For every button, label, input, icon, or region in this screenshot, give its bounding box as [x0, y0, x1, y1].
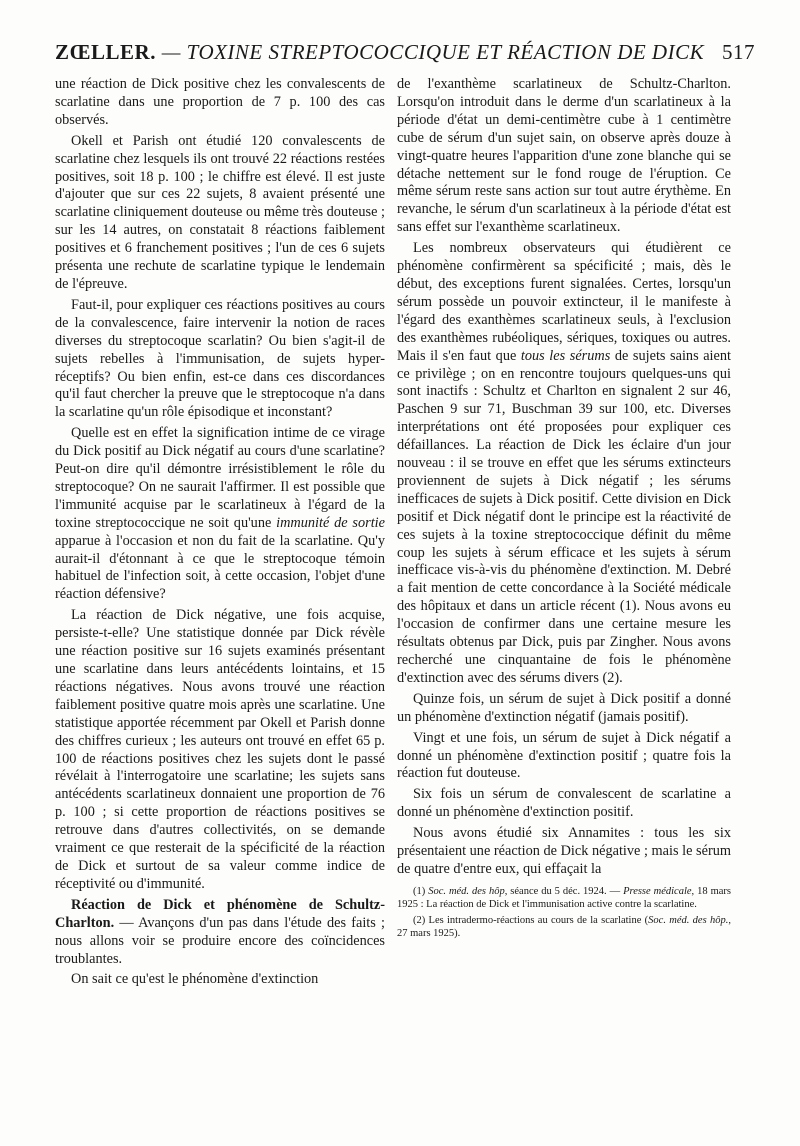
text-run: (2) Les intradermo-réactions au cours de la scarlatine ( [413, 914, 649, 926]
paragraph: Six fois un sérum de convalescent de scarlatine a donné un phénomène d'extinction positif. [397, 786, 731, 821]
paragraph [55, 425, 385, 604]
header-dash: — [155, 40, 187, 64]
paragraph: de l'exanthème scarlatineux de Schultz-Charlton. Lorsqu'on introduit dans le derme d'un scarlatineux à la période d'état un demi-centimètre cube à 1 centimètre cube de sérum d'un sujet sain, on observe après douze à vingt-quatre heures l'apparition d'une zone blanche qui se détache nettement sur le fond rouge de l'éruption. Ce même sérum reste sans action sur tout autre érythème. En revanche, le sérum d'un scarlatineux à la période d'état est sans effet sur l'exanthème scarlatineux. [397, 76, 731, 236]
author-name: ZŒLLER. [55, 40, 156, 64]
running-header [55, 40, 755, 65]
paragraph: Vingt et une fois, un sérum de sujet à Dick négatif a donné un phénomène d'extinction positif ; quatre fois la réaction fut douteuse. [397, 729, 731, 782]
citation-source: Presse médicale [623, 885, 692, 897]
running-title [55, 40, 704, 65]
text-run: (1) [413, 885, 429, 897]
emphasis: immunité de sortie [276, 514, 385, 531]
footnote-1 [397, 885, 731, 911]
text-run: , 18 mars 1925 : La réaction de Dick et l'immunisation active contre la scarlatine. [397, 885, 731, 910]
text-run: Les nombreux observateurs qui étudièrent ce phénomène confirmèrent sa spécificité ; mais, dès le début, des exceptions furent signalées. Certes, lorsqu'un sérum possède un pouvoir extincteur, il le manifeste à l'égard des exanthèmes scarlatineux seuls, à l'exclusion des exanthèmes rubéoliques, sériques, toxiques ou autres. Mais il s'en faut que [397, 240, 731, 364]
page-number: 517 [722, 40, 755, 64]
paragraph: une réaction de Dick positive chez les convalescents de scarlatine dans une proportion de 7 p. 100 des cas observés. [55, 76, 385, 128]
paragraph: On sait ce qu'est le phénomène d'extinction [71, 971, 319, 988]
text-run: — Avançons d'un pas dans l'étude des faits ; nous allons voir se produire encore des coïncidences troublantes. [55, 914, 385, 967]
text-run: , séance du 5 déc. 1924. — [504, 885, 624, 897]
text-run: , 27 mars 1925). [397, 914, 731, 939]
section-paragraph [55, 897, 385, 969]
section-heading: Réaction de Dick et phénomène de Schultz-Charlton. [55, 896, 385, 931]
footnote-2 [397, 914, 731, 940]
paragraph: Quinze fois, un sérum de sujet à Dick positif a donné un phénomène d'extinction négatif (jamais positif). [397, 690, 731, 725]
paragraph [397, 240, 731, 688]
paragraph: La réaction de Dick négative, une fois acquise, persiste-t-elle? Une statistique donnée par Dick révèle une réaction positive sur 16 sujets examinés présentant une scarlatine dans leurs antécédents lointains, et 15 réactions négatives. Nous avons trouvé une réaction faiblement positive quatre mois après une scarlatine. Une statistique apportée récemment par Okell et Parish donne des chiffres curieux ; les auteurs ont trouvé en effet 65 p. 100 de réactions positives chez les sujets dont le passé révélait à l'interrogatoire une scarlatine; les sujets sans antécédents scarlatineux donnaient une proportion de 76 p. 100 ; si cette proportion de réactions positives se retrouve dans d'autres collectivités, on se demande vraiment ce que resterait de la spécificité de la réaction de Dick et surtout de sa valeur comme indice de réceptivité ou d'immunité. [55, 607, 385, 892]
paragraph: Faut-il, pour expliquer ces réactions positives au cours de la convalescence, faire intervenir la notion de races diverses du streptocoque scarlatin? Ou bien s'agit-il de sujets rebelles à l'immunisation, de sujets hyper-réceptifs? Ou bien enfin, est-ce dans ces discordances qu'il faut chercher la preuve que le streptocoque n'a dans la scarlatine qu'un rôle épisodique et inconstant? [55, 296, 385, 421]
right-column [397, 76, 731, 943]
text-run: Quelle est en effet la signification intime de ce virage du Dick positif au Dick négatif au cours d'une scarlatine? Peut-on dire qu'il démontre irrésistiblement le rôle du streptocoque? On ne saurait l'affirmer. Il est possible que l'immunité acquise par le scarlatineux à l'égard de la toxine streptococcique ne soit qu'une [55, 425, 385, 531]
text-run: apparue à l'occasion et non du fait de la scarlatine. Qu'y aurait-il d'étonnant à ce que le streptocoque témoin habituel de l'infection soit, à cette occasion, l'objet d'une réaction défensive? [55, 532, 385, 603]
article-title: TOXINE STREPTOCOCCIQUE ET RÉACTION DE DICK [186, 40, 705, 64]
citation-source: Soc. méd. des hôp. [648, 914, 729, 926]
citation-source: Soc. méd. des hôp [428, 885, 505, 897]
emphasis: tous les sérums [520, 347, 611, 364]
left-column [55, 76, 385, 992]
text-run: de sujets sains aient ce privilège ; on en rencontre toujours quelques-uns qui sont inactifs : Schultz et Charlton en signalent 2 sur 46, Paschen 9 sur 71, Buschman 39 sur 100, etc. Diverses interprétations ont été proposées pour expliquer ces défaillances. La réaction de Dick les éclaire d'un jour nouveau : il se trouve en effet que les sérums extincteurs proviennent de sujets à Dick négatif ; les sérums inefficaces de sujets à Dick positif. Cette division en Dick positif et Dick négatif dont le principe est la réactivité de ces sujets à la toxine streptococcique définit du même coup les sujets à sérum efficace et les sujets à sérum inefficace vis-à-vis du phénomène d'extinction. M. Debré a fait mention de cette concordance à la Société médicale des hôpitaux et dans un article récent (1). Nous avons eu l'occasion de confirmer dans une certaine mesure les résultats obtenus par Dick, puis par Zingher. Nous avons recherché une cinquantaine de fois le phénomène d'extinction avec des sérums divers (2). [397, 347, 731, 686]
paragraph: Nous avons étudié six Annamites : tous les six présentaient une réaction de Dick négative ; mais le sérum de quatre d'entre eux, qui effaçait la [397, 825, 731, 877]
paragraph: Okell et Parish ont étudié 120 convalescents de scarlatine chez lesquels ils ont trouvé 22 réactions restées positives, soit 18 p. 100 ; le chiffre est élevé. Il est juste d'ajouter que sur ces 22 sujets, 8 avaient présenté une scarlatine cliniquement douteuse ou même très douteuse ; sur les 14 autres, on constatait 8 réactions faiblement positives et 6 franchement positives ; l'un de ces 6 sujets présenta une rechute de scarlatine typique le lendemain de l'épreuve. [55, 132, 385, 292]
